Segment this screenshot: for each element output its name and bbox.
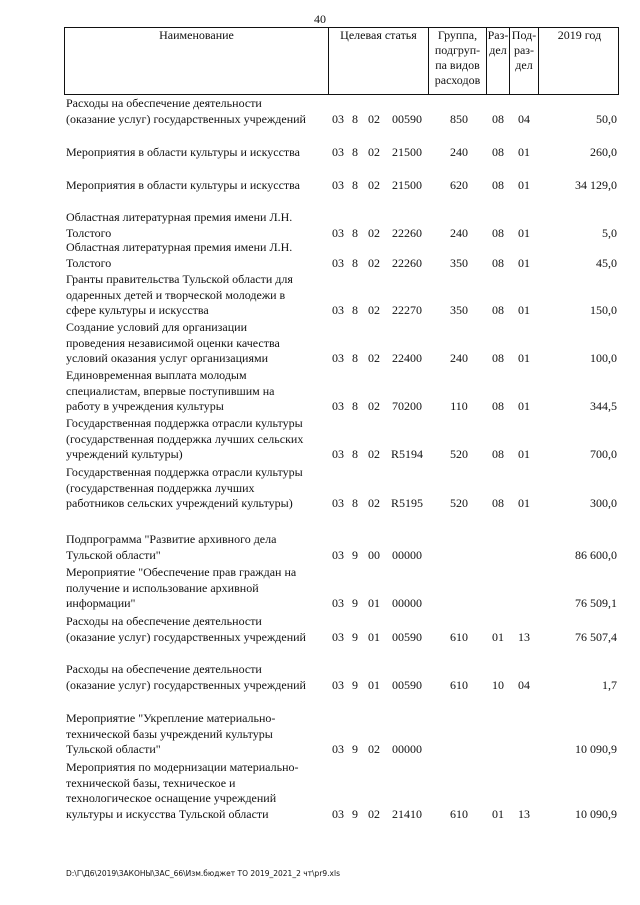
row-razdel: 08 bbox=[492, 303, 504, 317]
row-code-event: 02 bbox=[368, 178, 380, 192]
row-code-program: 03 bbox=[332, 742, 344, 756]
header-year: 2019 год bbox=[557, 28, 602, 42]
page-number: 40 bbox=[314, 12, 326, 26]
row-code-direction: 22270 bbox=[392, 303, 422, 317]
row-podrazdel: 01 bbox=[518, 399, 530, 413]
row-code-subprogram: 9 bbox=[352, 742, 358, 756]
row-code-subprogram: 9 bbox=[352, 629, 358, 644]
row-code-direction: 00590 bbox=[392, 629, 422, 644]
row-podrazdel: 01 bbox=[518, 447, 530, 461]
row-name: Мероприятия по модернизации материально- технической базы, техническое и технологическое оснащение учреждений культуры и искусства Тульской области bbox=[66, 760, 299, 821]
row-razdel: 10 bbox=[492, 677, 504, 692]
row-razdel: 08 bbox=[492, 145, 504, 159]
row-code-direction: 00590 bbox=[392, 677, 422, 692]
row-code-event: 01 bbox=[368, 596, 380, 610]
table-row bbox=[64, 368, 619, 415]
row-code-program: 03 bbox=[332, 596, 344, 610]
row-code-event: 01 bbox=[368, 677, 380, 692]
table-row bbox=[64, 465, 619, 512]
row-code-program: 03 bbox=[332, 111, 344, 126]
row-name: Мероприятия в области культуры и искусства bbox=[66, 145, 301, 159]
row-razdel: 08 bbox=[492, 255, 504, 270]
row-name: Областная литературная премия имени Л.Н. Толстого bbox=[66, 240, 293, 270]
table-row bbox=[64, 145, 619, 161]
table-row bbox=[64, 711, 619, 758]
row-code-event: 02 bbox=[368, 145, 380, 159]
row-group: 110 bbox=[450, 399, 468, 413]
row-code-program: 03 bbox=[332, 351, 344, 365]
row-code-direction: 00590 bbox=[392, 111, 422, 126]
row-code-program: 03 bbox=[332, 496, 344, 510]
row-value-2019: 50,0 bbox=[596, 111, 617, 126]
row-code-subprogram: 8 bbox=[352, 111, 358, 126]
row-code-subprogram: 8 bbox=[352, 178, 358, 192]
row-code-subprogram: 8 bbox=[352, 496, 358, 510]
row-code-program: 03 bbox=[332, 178, 344, 192]
row-code-direction: 21410 bbox=[392, 806, 422, 821]
row-podrazdel: 01 bbox=[518, 255, 530, 270]
row-name: Государственная поддержка отрасли культуры (государственная поддержка лучших сельских учреждений культуры) bbox=[66, 416, 304, 461]
table-row bbox=[64, 320, 619, 367]
row-podrazdel: 01 bbox=[518, 178, 530, 192]
row-group: 610 bbox=[450, 806, 468, 821]
row-code-program: 03 bbox=[332, 255, 344, 270]
row-code-subprogram: 9 bbox=[352, 806, 358, 821]
row-code-subprogram: 8 bbox=[352, 351, 358, 365]
row-code-subprogram: 8 bbox=[352, 303, 358, 317]
row-value-2019: 1,7 bbox=[602, 677, 617, 692]
row-code-event: 02 bbox=[368, 111, 380, 126]
row-value-2019: 76 507,4 bbox=[575, 629, 617, 644]
row-code-subprogram: 9 bbox=[352, 547, 358, 562]
header-name: Наименование bbox=[65, 28, 329, 94]
row-group: 620 bbox=[450, 178, 468, 192]
table-row bbox=[64, 662, 619, 693]
row-code-subprogram: 9 bbox=[352, 596, 358, 610]
row-code-direction: 00000 bbox=[392, 596, 422, 610]
row-podrazdel: 01 bbox=[518, 496, 530, 510]
header-razdel: Раз- дел bbox=[487, 28, 510, 94]
table-row bbox=[64, 96, 619, 127]
row-code-subprogram: 8 bbox=[352, 145, 358, 159]
row-group: 240 bbox=[450, 145, 468, 159]
footer-file-path: D:\Г\Д6\2019\ЗАКОНЫ\ЗАС_66\Изм.бюджет ТО 2019_2021_2 чт\pr9.xls bbox=[66, 869, 340, 878]
row-code-event: 02 bbox=[368, 447, 380, 461]
row-code-direction: 22260 bbox=[392, 255, 422, 270]
row-razdel: 08 bbox=[492, 496, 504, 510]
row-code-subprogram: 8 bbox=[352, 399, 358, 413]
row-name: Мероприятие "Обеспечение прав граждан на получение и использование архивной информации" bbox=[66, 565, 297, 610]
row-value-2019: 76 509,1 bbox=[575, 596, 617, 610]
row-code-program: 03 bbox=[332, 677, 344, 692]
row-podrazdel: 13 bbox=[518, 806, 530, 821]
row-name: Расходы на обеспечение деятельности (оказание услуг) государственных учреждений bbox=[66, 662, 306, 692]
row-code-event: 02 bbox=[368, 351, 380, 365]
row-podrazdel: 01 bbox=[518, 225, 530, 240]
row-code-subprogram: 8 bbox=[352, 447, 358, 461]
row-code-subprogram: 8 bbox=[352, 225, 358, 240]
row-razdel: 08 bbox=[492, 111, 504, 126]
row-value-2019: 100,0 bbox=[590, 351, 617, 365]
row-podrazdel: 04 bbox=[518, 677, 530, 692]
row-name: Мероприятия в области культуры и искусства bbox=[66, 178, 301, 192]
row-value-2019: 10 090,9 bbox=[575, 742, 617, 756]
row-code-direction: 22400 bbox=[392, 351, 422, 365]
row-podrazdel: 01 bbox=[518, 145, 530, 159]
row-razdel: 08 bbox=[492, 447, 504, 461]
row-code-event: 02 bbox=[368, 225, 380, 240]
row-name: Единовременная выплата молодым специалистам, впервые поступившим на работу в учреждения культуры bbox=[66, 368, 275, 413]
row-razdel: 01 bbox=[492, 806, 504, 821]
row-code-program: 03 bbox=[332, 303, 344, 317]
row-code-event: 02 bbox=[368, 742, 380, 756]
row-code-program: 03 bbox=[332, 145, 344, 159]
row-podrazdel: 04 bbox=[518, 111, 530, 126]
row-code-event: 02 bbox=[368, 399, 380, 413]
row-name: Создание условий для организации проведения независимой оценки качества условий оказания услуг организациями bbox=[66, 320, 280, 365]
row-name: Государственная поддержка отрасли культуры (государственная поддержка лучших работников сельских учреждений культуры) bbox=[66, 465, 303, 510]
row-podrazdel: 13 bbox=[518, 629, 530, 644]
table-row bbox=[64, 178, 619, 194]
row-value-2019: 5,0 bbox=[602, 225, 617, 240]
row-value-2019: 150,0 bbox=[590, 303, 617, 317]
row-code-subprogram: 9 bbox=[352, 677, 358, 692]
table-row bbox=[64, 532, 619, 563]
table-row bbox=[64, 240, 619, 271]
row-group: 240 bbox=[450, 225, 468, 240]
table-row bbox=[64, 210, 619, 241]
table-row bbox=[64, 272, 619, 319]
table-row bbox=[64, 416, 619, 463]
header-podrazdel: Под- раз- дел bbox=[510, 28, 539, 94]
row-group: 610 bbox=[450, 677, 468, 692]
row-value-2019: 45,0 bbox=[596, 255, 617, 270]
table-header bbox=[64, 27, 619, 95]
row-code-direction: 70200 bbox=[392, 399, 422, 413]
row-name: Подпрограмма "Развитие архивного дела Тульской области" bbox=[66, 532, 277, 562]
row-podrazdel: 01 bbox=[518, 351, 530, 365]
row-value-2019: 86 600,0 bbox=[575, 547, 617, 562]
row-code-direction: 00000 bbox=[392, 547, 422, 562]
row-group: 850 bbox=[450, 111, 468, 126]
row-code-program: 03 bbox=[332, 447, 344, 461]
row-group: 610 bbox=[450, 629, 468, 644]
row-code-event: 01 bbox=[368, 629, 380, 644]
row-code-direction: 21500 bbox=[392, 178, 422, 192]
row-group: 350 bbox=[450, 303, 468, 317]
row-name: Мероприятие "Укрепление материально- технической базы учреждений культуры Тульской области" bbox=[66, 711, 276, 756]
row-code-program: 03 bbox=[332, 399, 344, 413]
row-code-event: 02 bbox=[368, 255, 380, 270]
row-value-2019: 300,0 bbox=[590, 496, 617, 510]
row-code-event: 02 bbox=[368, 303, 380, 317]
row-code-direction: R5195 bbox=[390, 496, 423, 510]
row-group: 520 bbox=[450, 496, 468, 510]
row-code-subprogram: 8 bbox=[352, 255, 358, 270]
row-razdel: 08 bbox=[492, 225, 504, 240]
row-name: Гранты правительства Тульской области для одаренных детей и творческой молодежи в сфере культуры и искусства bbox=[66, 272, 293, 317]
row-value-2019: 260,0 bbox=[590, 145, 617, 159]
row-code-direction: R5194 bbox=[390, 447, 423, 461]
row-value-2019: 700,0 bbox=[590, 447, 617, 461]
header-group: Группа, подгруп- па видов расходов bbox=[429, 28, 487, 94]
row-code-program: 03 bbox=[332, 225, 344, 240]
row-razdel: 08 bbox=[492, 399, 504, 413]
table-row bbox=[64, 614, 619, 645]
row-group: 520 bbox=[450, 447, 468, 461]
row-group: 350 bbox=[450, 255, 468, 270]
row-podrazdel: 01 bbox=[518, 303, 530, 317]
row-code-event: 02 bbox=[368, 806, 380, 821]
row-code-event: 02 bbox=[368, 496, 380, 510]
row-name: Областная литературная премия имени Л.Н. Толстого bbox=[66, 210, 293, 240]
row-code-direction: 22260 bbox=[392, 225, 422, 240]
row-value-2019: 344,5 bbox=[590, 399, 617, 413]
row-value-2019: 10 090,9 bbox=[575, 806, 617, 821]
row-code-direction: 21500 bbox=[392, 145, 422, 159]
header-target-article: Целевая статья bbox=[329, 28, 429, 94]
row-razdel: 08 bbox=[492, 178, 504, 192]
table-row bbox=[64, 565, 619, 612]
row-group: 240 bbox=[450, 351, 468, 365]
row-code-program: 03 bbox=[332, 629, 344, 644]
row-code-event: 00 bbox=[368, 547, 380, 562]
row-value-2019: 34 129,0 bbox=[575, 178, 617, 192]
row-name: Расходы на обеспечение деятельности (оказание услуг) государственных учреждений bbox=[66, 614, 306, 644]
row-code-direction: 00000 bbox=[392, 742, 422, 756]
row-razdel: 01 bbox=[492, 629, 504, 644]
table-row bbox=[64, 760, 619, 822]
row-name: Расходы на обеспечение деятельности (оказание услуг) государственных учреждений bbox=[66, 96, 306, 126]
row-code-program: 03 bbox=[332, 547, 344, 562]
row-code-program: 03 bbox=[332, 806, 344, 821]
row-razdel: 08 bbox=[492, 351, 504, 365]
